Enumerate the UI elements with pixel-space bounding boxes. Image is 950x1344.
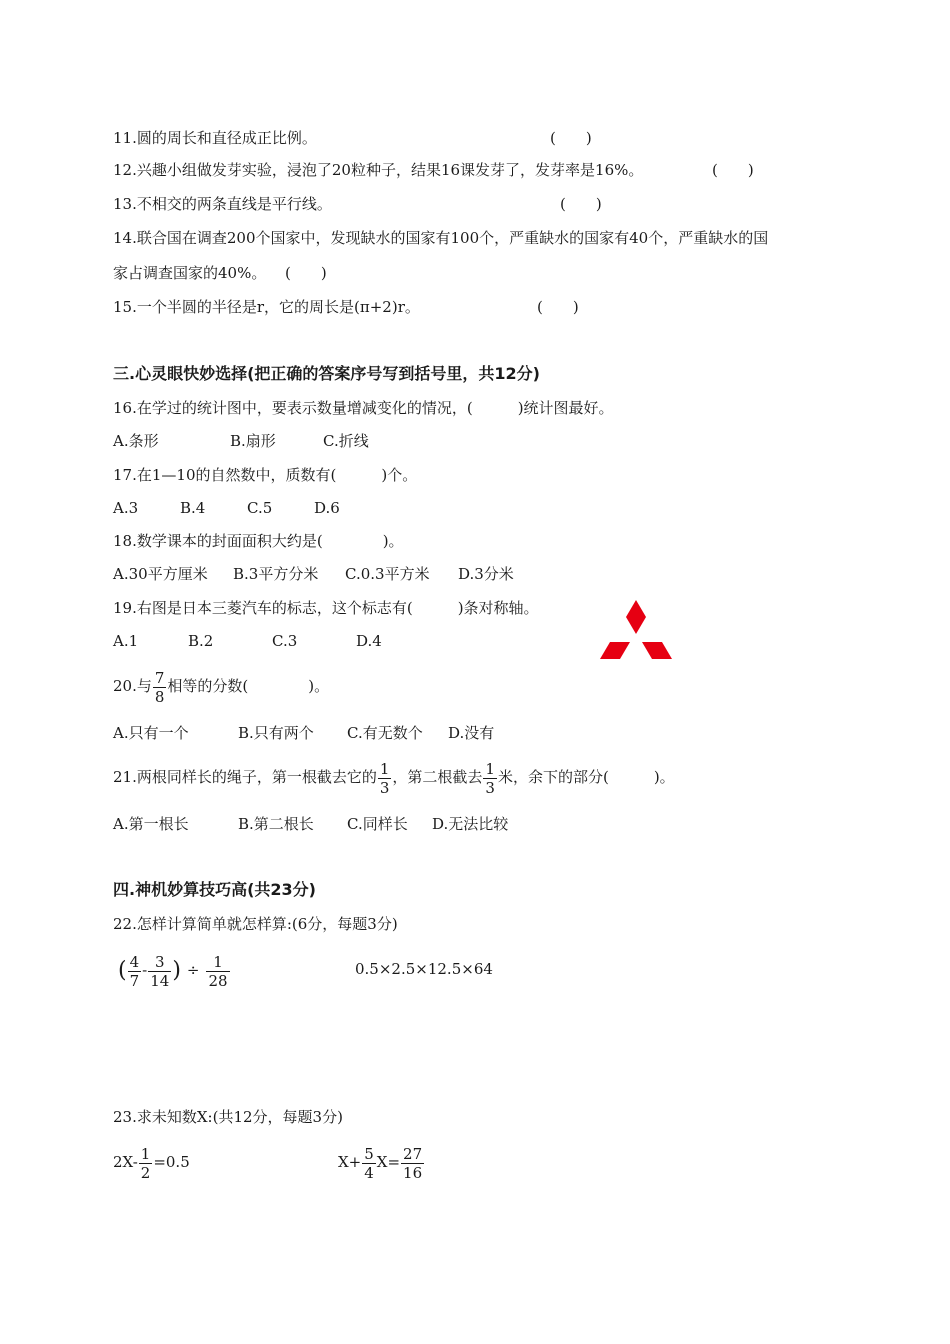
- q23-equation-1: [113, 1140, 190, 1184]
- q14-bracket[interactable]: ( ): [285, 264, 327, 282]
- q16-text: 16.在学过的统计图中，要表示数量增减变化的情况，( )统计图最好。: [113, 399, 614, 417]
- q23-eq1-numerator: 1: [140, 1144, 151, 1163]
- q22-frac-c: [206, 953, 229, 990]
- section3-title: 三.心灵眼快妙选择(把正确的答案序号写到括号里，共12分): [113, 364, 540, 383]
- q11-text: 11.圆的周长和直径成正比例。: [113, 129, 317, 147]
- q22-divide: ÷: [186, 961, 200, 979]
- q23-eq1-fraction: [139, 1145, 153, 1182]
- q18-option-c: C.0.3平方米: [345, 565, 430, 583]
- q21-option-c: C.同样长: [347, 815, 408, 833]
- q17-text: 17.在1—10的自然数中，质数有( )个。: [113, 466, 418, 484]
- q22-frac-a: [128, 953, 142, 990]
- q15-text: 15.一个半圆的半径是r，它的周长是(π+2)r。: [113, 298, 420, 316]
- q23-eq2-mid: X=: [376, 1153, 401, 1171]
- q13-text: 13.不相交的两条直线是平行线。: [113, 195, 332, 213]
- section4-title: 四.神机妙算技巧高(共23分): [113, 880, 316, 899]
- q22-minus: -: [142, 961, 148, 979]
- q20-option-c: C.有无数个: [347, 724, 423, 742]
- logo-right-diamond: [642, 642, 672, 659]
- q23-text: 23.求未知数X:(共12分，每题3分): [113, 1108, 343, 1126]
- q15-bracket[interactable]: ( ): [537, 298, 579, 316]
- q23-eq1-denominator: 2: [140, 1163, 151, 1182]
- q23-eq2-fraction: [362, 1145, 376, 1182]
- q23-eq2-rhs-numerator: 27: [403, 1144, 423, 1163]
- q23-eq2-numerator: 5: [364, 1144, 374, 1163]
- q12-text: 12.兴趣小组做发芽实验，浸泡了20粒种子，结果16课发芽了，发芽率是16%。: [113, 161, 644, 179]
- q19-option-a: A.1: [113, 632, 139, 650]
- q19-option-b: B.2: [188, 632, 214, 650]
- q19-option-d: D.4: [356, 632, 382, 650]
- q23-eq2-pre: X+: [338, 1153, 362, 1171]
- q21-option-d: D.无法比较: [432, 815, 509, 833]
- q20-denominator: 8: [154, 687, 165, 706]
- q11-bracket[interactable]: ( ): [550, 129, 592, 147]
- q21-option-a: A.第一根长: [113, 815, 189, 833]
- q22-a-numerator: 4: [129, 952, 140, 971]
- q20-pre: 20.与: [113, 677, 152, 695]
- q22-text: 22.怎样计算简单就怎样算:(6分，每题3分): [113, 915, 398, 933]
- q20-option-b: B.只有两个: [238, 724, 314, 742]
- q23-eq2-rhs-fraction: [401, 1145, 424, 1182]
- q20-fraction: [153, 669, 167, 706]
- q22-expression-1: [118, 948, 231, 992]
- q17-option-a: A.3: [113, 499, 139, 517]
- q23-equation-2: [338, 1140, 425, 1184]
- q20-line: [113, 666, 329, 706]
- q22-b-denominator: 14: [150, 971, 170, 990]
- q22-expression-2: 0.5×2.5×12.5×64: [355, 960, 493, 978]
- q17-option-d: D.6: [314, 499, 340, 517]
- q14-text-cont: 家占调查国家的40%。: [113, 264, 267, 282]
- q17-option-b: B.4: [180, 499, 206, 517]
- q20-numerator: 7: [154, 668, 165, 687]
- q23-eq2-rhs-denominator: 16: [403, 1163, 423, 1182]
- q22-a-denominator: 7: [129, 971, 140, 990]
- q21-f2-denominator: 3: [485, 778, 495, 797]
- q18-text: 18.数学课本的封面面积大约是( )。: [113, 532, 404, 550]
- q17-option-c: C.5: [247, 499, 273, 517]
- q22-left-paren: (: [118, 958, 127, 983]
- logo-left-diamond: [600, 642, 630, 659]
- q22-c-numerator: 1: [206, 953, 229, 972]
- q23-eq2-denominator: 4: [364, 1163, 374, 1182]
- logo-top-diamond: [626, 600, 646, 634]
- q13-bracket[interactable]: ( ): [560, 195, 602, 213]
- q21-f1-denominator: 3: [379, 778, 390, 797]
- q21-f2-numerator: 1: [485, 759, 495, 778]
- q23-eq1-pre: 2X-: [113, 1153, 138, 1171]
- q18-option-b: B.3平方分米: [233, 565, 319, 583]
- q19-text: 19.右图是日本三菱汽车的标志，这个标志有( )条对称轴。: [113, 599, 539, 617]
- q16-option-b: B.扇形: [230, 432, 276, 450]
- q21-line: [113, 757, 675, 797]
- q20-option-a: A.只有一个: [113, 724, 189, 742]
- q19-option-c: C.3: [272, 632, 298, 650]
- q22-right-paren: ): [172, 958, 181, 983]
- mitsubishi-logo: [598, 600, 674, 664]
- q21-post: 米，余下的部分( )。: [497, 768, 675, 786]
- q21-f1-numerator: 1: [379, 759, 390, 778]
- q21-pre: 21.两根同样长的绳子，第一根截去它的: [113, 768, 377, 786]
- q14-text: 14.联合国在调查200个国家中，发现缺水的国家有100个，严重缺水的国家有40个，严重缺水的国: [113, 229, 769, 247]
- q16-option-c: C.折线: [323, 432, 369, 450]
- q16-option-a: A.条形: [113, 432, 159, 450]
- q20-option-d: D.没有: [448, 724, 495, 742]
- q21-fraction-2: [483, 760, 497, 797]
- q22-c-denominator: 28: [208, 971, 228, 990]
- q21-fraction-1: [378, 760, 392, 797]
- q18-option-d: D.3分米: [458, 565, 514, 583]
- q18-option-a: A.30平方厘米: [113, 565, 208, 583]
- q22-frac-b: [148, 953, 171, 990]
- q22-b-numerator: 3: [148, 953, 171, 972]
- q20-post: 相等的分数( )。: [167, 677, 330, 695]
- q21-option-b: B.第二根长: [238, 815, 314, 833]
- q21-mid: ，第二根截去: [392, 768, 483, 786]
- q12-bracket[interactable]: ( ): [712, 161, 754, 179]
- q23-eq1-post: =0.5: [153, 1153, 190, 1171]
